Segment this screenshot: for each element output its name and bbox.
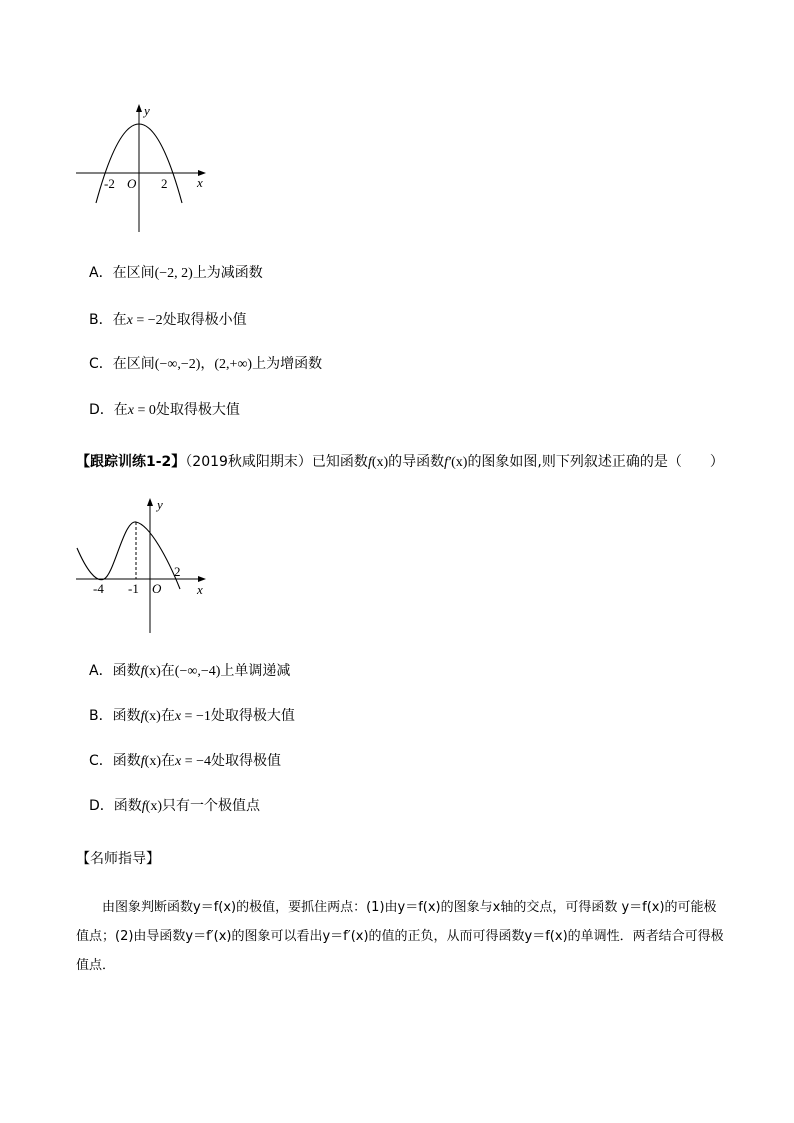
q1-option-a: A．在区间(−2, 2)上为减函数 (89, 265, 263, 281)
q2-option-c: C．函数f(x)在x = −4处取得极值 (89, 753, 282, 769)
q2-option-d: D．函数f(x)只有一个极值点 (89, 798, 260, 814)
question-2-stem: 【跟踪训练1-2】（2019秋咸阳期末）已知函数f(x)的导函数f′(x)的图象如图,则下列叙述正确的是（ ） (76, 454, 724, 470)
graph-2-x-label: x (197, 582, 203, 597)
graph-2-y-arrow (147, 498, 153, 506)
graph-2 (70, 495, 220, 635)
graph-1-x-label: x (197, 175, 203, 190)
guide-heading: 【名师指导】 (76, 851, 160, 867)
q1-option-d: D．在x = 0处取得极大值 (89, 402, 240, 418)
q1-option-b: B．在x = −2处取得极小值 (89, 312, 247, 328)
graph-1-y-label: y (144, 103, 150, 118)
graph-2-tick-c: 2 (174, 564, 181, 579)
graph-1 (70, 100, 220, 235)
question-2-tag: 【跟踪训练1-2】 (76, 454, 186, 470)
graph-2-y-label: y (157, 497, 163, 512)
graph-2-tick-b: -1 (128, 581, 139, 596)
graph-1-y-arrow (136, 104, 142, 112)
q2-option-a: A．函数f(x)在(−∞,−4)上单调递减 (89, 663, 291, 679)
guide-text: 由图象判断函数y＝f(x)的极值，要抓住两点：(1)由y＝f(x)的图象与x轴的交点，可得函数 y＝f(x)的可能极值点；(2)由导函数y＝f′(x)的图象可以看出y＝f′(x)的值的正负，从而可得函数y＝f(x)的单调性．两者结合可得极值点． (76, 900, 724, 973)
graph-2-origin: O (152, 581, 162, 596)
q1-option-c: C．在区间(−∞,−2)，(2,+∞)上为增函数 (89, 356, 323, 372)
graph-1-tick-neg: -2 (104, 176, 115, 191)
q2-option-b: B．函数f(x)在x = −1处取得极大值 (89, 708, 295, 724)
graph-1-tick-pos: 2 (161, 176, 168, 191)
graph-2-tick-a: -4 (93, 581, 104, 596)
graph-1-origin: O (127, 176, 137, 191)
